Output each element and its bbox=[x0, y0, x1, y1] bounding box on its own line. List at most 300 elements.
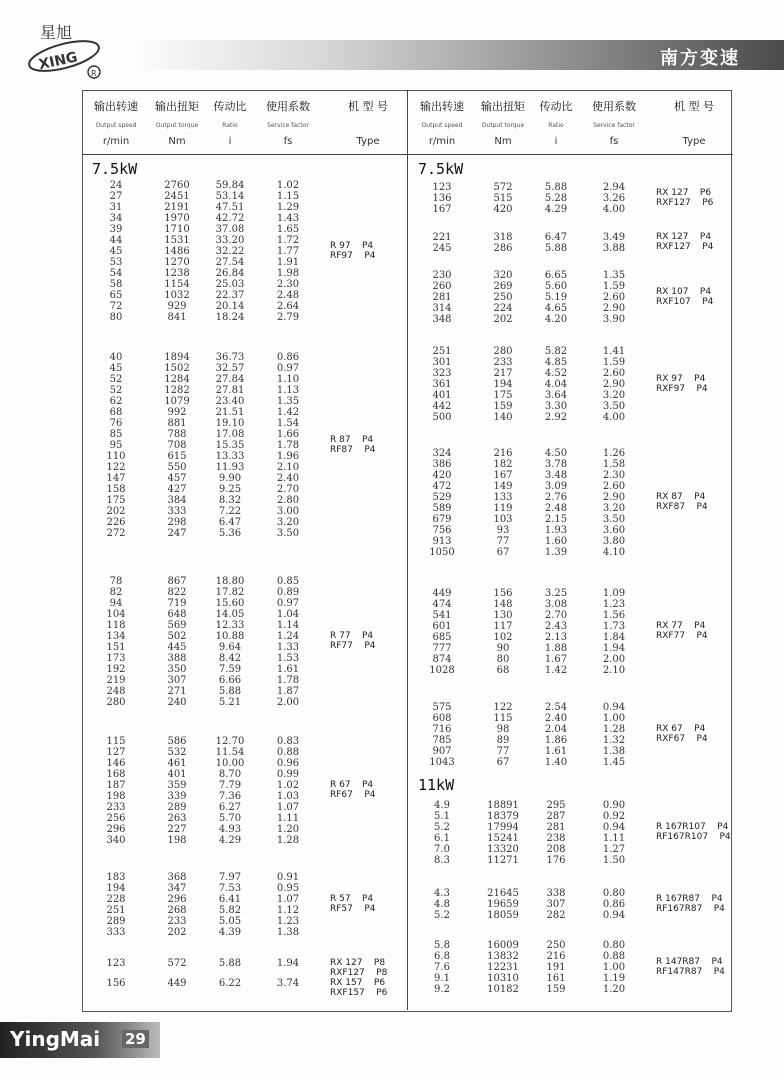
table-cell: 1.23 bbox=[276, 916, 300, 927]
table-cell: 1.03 bbox=[276, 791, 300, 802]
table-row bbox=[408, 368, 656, 379]
table-cell: 3.90 bbox=[602, 314, 626, 325]
table-cell: 5.21 bbox=[218, 697, 242, 708]
table-cell: 182 bbox=[493, 459, 513, 470]
table-row bbox=[408, 800, 656, 811]
table-row bbox=[82, 791, 330, 802]
table-row bbox=[408, 632, 656, 643]
table-cell: 3.26 bbox=[602, 193, 626, 204]
table-cell: 907 bbox=[432, 746, 452, 757]
table-row bbox=[408, 702, 656, 713]
table-row bbox=[82, 642, 330, 653]
table-cell: 6.8 bbox=[434, 951, 450, 962]
header-en: Output torque bbox=[155, 122, 199, 129]
header-en: Output speed bbox=[421, 122, 463, 129]
table-cell: 85 bbox=[109, 429, 123, 440]
table-row bbox=[408, 346, 656, 357]
table-row bbox=[408, 536, 656, 547]
table-row bbox=[408, 746, 656, 757]
table-cell: 122 bbox=[493, 702, 513, 713]
table-cell: 1.93 bbox=[544, 525, 568, 536]
table-cell: 175 bbox=[493, 390, 513, 401]
table-cell: 2.94 bbox=[602, 182, 626, 193]
table-cell: 27.84 bbox=[215, 374, 245, 385]
header-unit: Nm bbox=[168, 136, 186, 147]
table-cell: 1032 bbox=[164, 290, 190, 301]
table-cell: 10.88 bbox=[215, 631, 245, 642]
table-cell: 529 bbox=[432, 492, 452, 503]
table-cell: 6.27 bbox=[218, 802, 242, 813]
header-unit: r/min bbox=[102, 136, 130, 147]
table-cell: 3.50 bbox=[602, 514, 626, 525]
table-cell: 4.04 bbox=[544, 379, 568, 390]
table-cell: 338 bbox=[546, 888, 566, 899]
table-row bbox=[82, 653, 330, 664]
table-cell: 20.14 bbox=[215, 301, 245, 312]
table-cell: 608 bbox=[432, 713, 452, 724]
table-cell: 1.20 bbox=[602, 984, 626, 995]
table-row bbox=[82, 576, 330, 587]
table-cell: 167 bbox=[493, 470, 513, 481]
table-cell: 5.88 bbox=[544, 243, 568, 254]
table-cell: 340 bbox=[106, 835, 126, 846]
table-row bbox=[408, 412, 656, 423]
table-cell: 8.3 bbox=[434, 855, 450, 866]
table-row bbox=[82, 872, 330, 883]
table-cell: 1.43 bbox=[276, 213, 300, 224]
table-cell: 1.66 bbox=[276, 429, 300, 440]
table-cell: 0.94 bbox=[602, 822, 626, 833]
table-cell: 280 bbox=[493, 346, 513, 357]
table-cell: 281 bbox=[546, 822, 566, 833]
table-row bbox=[408, 973, 656, 984]
header-cn: 机 型 号 bbox=[348, 100, 388, 113]
table-cell: 2451 bbox=[164, 191, 190, 202]
table-row bbox=[408, 514, 656, 525]
table-cell: 9.90 bbox=[218, 473, 242, 484]
table-cell: 198 bbox=[106, 791, 126, 802]
table-row bbox=[408, 292, 656, 303]
table-cell: 110 bbox=[106, 451, 126, 462]
table-cell: 2.48 bbox=[276, 290, 300, 301]
table-cell: 1.09 bbox=[602, 588, 626, 599]
table-cell: 159 bbox=[546, 984, 566, 995]
table-cell: 37.08 bbox=[215, 224, 245, 235]
table-cell: 368 bbox=[167, 872, 187, 883]
table-cell: 68 bbox=[496, 665, 510, 676]
table-cell: 2.30 bbox=[602, 470, 626, 481]
table-row bbox=[408, 503, 656, 514]
table-cell: 1.35 bbox=[602, 270, 626, 281]
table-row bbox=[408, 492, 656, 503]
table-cell: 202 bbox=[106, 506, 126, 517]
table-cell: 168 bbox=[106, 769, 126, 780]
table-cell: 0.97 bbox=[276, 598, 300, 609]
table-cell: 10310 bbox=[487, 973, 519, 984]
table-row bbox=[408, 243, 656, 254]
table-cell: 323 bbox=[432, 368, 452, 379]
table-cell: 31 bbox=[109, 202, 123, 213]
table-cell: 449 bbox=[167, 978, 187, 989]
table-cell: 0.94 bbox=[602, 702, 626, 713]
table-cell: 0.89 bbox=[276, 587, 300, 598]
header-unit: Type bbox=[356, 136, 380, 147]
table-cell: 1.86 bbox=[544, 735, 568, 746]
model-type: R 167R107 P4 RF167R107 P4 bbox=[656, 822, 731, 842]
table-cell: 1.20 bbox=[276, 824, 300, 835]
table-cell: 134 bbox=[106, 631, 126, 642]
model-type: RX 157 P6 RXF157 P6 bbox=[330, 978, 388, 998]
header-unit: fs bbox=[609, 136, 619, 147]
table-row bbox=[82, 609, 330, 620]
table-row bbox=[82, 802, 330, 813]
table-cell: 1.60 bbox=[544, 536, 568, 547]
table-cell: 0.86 bbox=[602, 899, 626, 910]
table-cell: 67 bbox=[496, 547, 510, 558]
table-row bbox=[408, 833, 656, 844]
table-cell: 233 bbox=[167, 916, 187, 927]
table-cell: 226 bbox=[106, 517, 126, 528]
table-cell: 263 bbox=[167, 813, 187, 824]
table-cell: 6.47 bbox=[218, 517, 242, 528]
table-cell: 4.65 bbox=[544, 303, 568, 314]
table-cell: 238 bbox=[546, 833, 566, 844]
table-cell: 271 bbox=[167, 686, 187, 697]
table-cell: 16009 bbox=[487, 940, 519, 951]
model-type: RX 97 P4 RXF97 P4 bbox=[656, 373, 708, 394]
table-cell: 5.82 bbox=[544, 346, 568, 357]
svg-text:XING: XING bbox=[37, 49, 80, 74]
table-cell: 65 bbox=[109, 290, 123, 301]
table-cell: 0.94 bbox=[602, 910, 626, 921]
table-cell: 6.66 bbox=[218, 675, 242, 686]
table-cell: 12231 bbox=[487, 962, 519, 973]
table-cell: 1.02 bbox=[276, 180, 300, 191]
table-cell: 1.88 bbox=[544, 643, 568, 654]
table-cell: 233 bbox=[493, 357, 513, 368]
model-type: RX 127 P8 RXF127 P8 bbox=[330, 958, 388, 978]
table-cell: 67 bbox=[496, 757, 510, 768]
table-cell: 103 bbox=[493, 514, 513, 525]
table-cell: 1.65 bbox=[276, 224, 300, 235]
table-cell: 3.50 bbox=[276, 528, 300, 539]
table-cell: 4.85 bbox=[544, 357, 568, 368]
table-cell: 245 bbox=[432, 243, 452, 254]
table-cell: 1710 bbox=[164, 224, 190, 235]
model-type: R 77 P4 RF77 P4 bbox=[330, 631, 376, 651]
table-cell: 457 bbox=[167, 473, 187, 484]
table-cell: 572 bbox=[493, 182, 513, 193]
table-cell: 53.14 bbox=[215, 191, 245, 202]
table-cell: 1.87 bbox=[276, 686, 300, 697]
table-cell: 1.42 bbox=[276, 407, 300, 418]
table-cell: 1.96 bbox=[276, 451, 300, 462]
table-cell: 1.32 bbox=[602, 735, 626, 746]
model-type: R 57 P4 RF57 P4 bbox=[330, 894, 376, 914]
table-cell: 2.40 bbox=[544, 713, 568, 724]
table-cell: 420 bbox=[432, 470, 452, 481]
table-cell: 320 bbox=[493, 270, 513, 281]
table-cell: 575 bbox=[432, 702, 452, 713]
table-row bbox=[82, 780, 330, 791]
header-cn: 输出转速 bbox=[420, 100, 464, 113]
table-cell: 1.72 bbox=[276, 235, 300, 246]
table-cell: 1970 bbox=[164, 213, 190, 224]
table-cell: 1.42 bbox=[544, 665, 568, 676]
table-cell: 21645 bbox=[487, 888, 519, 899]
table-cell: 281 bbox=[432, 292, 452, 303]
table-cell: 77 bbox=[496, 536, 510, 547]
table-cell: 1.00 bbox=[602, 962, 626, 973]
table-row bbox=[408, 588, 656, 599]
table-row bbox=[408, 621, 656, 632]
table-cell: 2.60 bbox=[602, 481, 626, 492]
table-cell: 4.50 bbox=[544, 448, 568, 459]
table-row bbox=[408, 822, 656, 833]
table-cell: 307 bbox=[546, 899, 566, 910]
table-row bbox=[82, 883, 330, 894]
table-cell: 867 bbox=[167, 576, 187, 587]
table-cell: 788 bbox=[167, 429, 187, 440]
table-cell: 3.20 bbox=[602, 390, 626, 401]
table-cell: 11.54 bbox=[215, 747, 245, 758]
table-cell: 148 bbox=[493, 599, 513, 610]
table-cell: 500 bbox=[432, 412, 452, 423]
table-cell: 27.81 bbox=[215, 385, 245, 396]
table-cell: 202 bbox=[167, 927, 187, 938]
table-cell: 45 bbox=[109, 246, 123, 257]
table-cell: 0.80 bbox=[602, 940, 626, 951]
header-en: Output torque bbox=[481, 122, 525, 129]
table-row bbox=[408, 314, 656, 325]
table-cell: 95 bbox=[109, 440, 123, 451]
table-cell: 2.10 bbox=[602, 665, 626, 676]
table-cell: 541 bbox=[432, 610, 452, 621]
table-row bbox=[82, 440, 330, 451]
table-cell: 3.08 bbox=[544, 599, 568, 610]
table-cell: 427 bbox=[167, 484, 187, 495]
table-cell: 1486 bbox=[164, 246, 190, 257]
table-row bbox=[82, 495, 330, 506]
table-row bbox=[408, 713, 656, 724]
table-cell: 3.30 bbox=[544, 401, 568, 412]
table-cell: 52 bbox=[109, 385, 123, 396]
table-cell: 280 bbox=[106, 697, 126, 708]
table-cell: 1.78 bbox=[276, 675, 300, 686]
table-cell: 339 bbox=[167, 791, 187, 802]
table-cell: 250 bbox=[493, 292, 513, 303]
header-cn: 输出转速 bbox=[94, 100, 138, 113]
table-row bbox=[82, 747, 330, 758]
table-cell: 2.54 bbox=[544, 702, 568, 713]
table-cell: 32.22 bbox=[215, 246, 245, 257]
table-cell: 1.91 bbox=[276, 257, 300, 268]
table-cell: 7.22 bbox=[218, 506, 242, 517]
table-row bbox=[82, 202, 330, 213]
table-cell: 1.61 bbox=[276, 664, 300, 675]
table-cell: 22.37 bbox=[215, 290, 245, 301]
table-cell: 777 bbox=[432, 643, 452, 654]
table-row bbox=[82, 301, 330, 312]
table-cell: 716 bbox=[432, 724, 452, 735]
table-cell: 298 bbox=[167, 517, 187, 528]
table-cell: 115 bbox=[106, 736, 126, 747]
table-cell: 13832 bbox=[487, 951, 519, 962]
table-row bbox=[408, 448, 656, 459]
table-cell: 4.29 bbox=[218, 835, 242, 846]
table-cell: 202 bbox=[493, 314, 513, 325]
table-cell: 1.84 bbox=[602, 632, 626, 643]
table-cell: 2.90 bbox=[602, 492, 626, 503]
table-cell: 158 bbox=[106, 484, 126, 495]
table-cell: 192 bbox=[106, 664, 126, 675]
table-cell: 785 bbox=[432, 735, 452, 746]
table-cell: 461 bbox=[167, 758, 187, 769]
table-row bbox=[408, 470, 656, 481]
table-row bbox=[408, 610, 656, 621]
table-row bbox=[82, 213, 330, 224]
table-cell: 247 bbox=[167, 528, 187, 539]
table-cell: 648 bbox=[167, 609, 187, 620]
table-cell: 1.50 bbox=[602, 855, 626, 866]
table-cell: 167 bbox=[432, 204, 452, 215]
table-cell: 219 bbox=[106, 675, 126, 686]
table-cell: 191 bbox=[546, 962, 566, 973]
table-cell: 59.84 bbox=[215, 180, 245, 191]
table-cell: 216 bbox=[546, 951, 566, 962]
table-cell: 350 bbox=[167, 664, 187, 675]
table-cell: 260 bbox=[432, 281, 452, 292]
table-cell: 0.88 bbox=[602, 951, 626, 962]
table-cell: 62 bbox=[109, 396, 123, 407]
table-cell: 1050 bbox=[429, 547, 455, 558]
table-row bbox=[82, 664, 330, 675]
table-cell: 176 bbox=[546, 855, 566, 866]
table-row bbox=[82, 451, 330, 462]
table-cell: 474 bbox=[432, 599, 452, 610]
table-cell: 15.35 bbox=[215, 440, 245, 451]
table-cell: 1.78 bbox=[276, 440, 300, 451]
table-cell: 2.90 bbox=[602, 379, 626, 390]
table-cell: 187 bbox=[106, 780, 126, 791]
table-row bbox=[408, 547, 656, 558]
table-cell: 54 bbox=[109, 268, 123, 279]
model-type: R 147R87 P4 RF147R87 P4 bbox=[656, 956, 725, 977]
table-cell: 2.30 bbox=[276, 279, 300, 290]
table-cell: 2.90 bbox=[602, 303, 626, 314]
table-cell: 156 bbox=[493, 588, 513, 599]
table-cell: 19659 bbox=[487, 899, 519, 910]
table-cell: 347 bbox=[167, 883, 187, 894]
table-cell: 8.32 bbox=[218, 495, 242, 506]
table-row bbox=[408, 984, 656, 995]
table-cell: 8.42 bbox=[218, 653, 242, 664]
table-cell: 130 bbox=[493, 610, 513, 621]
table-cell: 1.61 bbox=[544, 746, 568, 757]
table-cell: 27 bbox=[109, 191, 123, 202]
table-cell: 18.24 bbox=[215, 312, 245, 323]
table-cell: 77 bbox=[496, 746, 510, 757]
model-type: RX 77 P4 RXF77 P4 bbox=[656, 621, 708, 641]
table-cell: 1.53 bbox=[276, 653, 300, 664]
table-row bbox=[408, 844, 656, 855]
table-cell: 93 bbox=[496, 525, 510, 536]
table-cell: 13.33 bbox=[215, 451, 245, 462]
table-cell: 2191 bbox=[164, 202, 190, 213]
table-cell: 9.2 bbox=[434, 984, 450, 995]
table-cell: 1.28 bbox=[602, 724, 626, 735]
header-cn: 机 型 号 bbox=[674, 100, 714, 113]
table-row bbox=[408, 724, 656, 735]
table-cell: 6.47 bbox=[544, 232, 568, 243]
table-cell: 515 bbox=[493, 193, 513, 204]
table-row bbox=[408, 481, 656, 492]
table-cell: 117 bbox=[493, 621, 513, 632]
table-cell: 0.97 bbox=[276, 363, 300, 374]
header-unit: fs bbox=[283, 136, 293, 147]
table-cell: 4.8 bbox=[434, 899, 450, 910]
table-cell: 708 bbox=[167, 440, 187, 451]
table-row bbox=[82, 290, 330, 301]
table-cell: 5.2 bbox=[434, 822, 450, 833]
table-cell: 1.19 bbox=[602, 973, 626, 984]
power-heading: 7.5kW bbox=[92, 160, 138, 178]
table-row bbox=[82, 978, 330, 989]
table-row bbox=[82, 813, 330, 824]
table-cell: 251 bbox=[432, 346, 452, 357]
table-cell: 3.64 bbox=[544, 390, 568, 401]
table-cell: 17.82 bbox=[215, 587, 245, 598]
table-cell: 5.19 bbox=[544, 292, 568, 303]
table-cell: 2.10 bbox=[276, 462, 300, 473]
table-cell: 127 bbox=[106, 747, 126, 758]
table-cell: 361 bbox=[432, 379, 452, 390]
table-cell: 359 bbox=[167, 780, 187, 791]
table-cell: 307 bbox=[167, 675, 187, 686]
table-row bbox=[82, 916, 330, 927]
table-cell: 1.07 bbox=[276, 802, 300, 813]
table-cell: 5.88 bbox=[218, 686, 242, 697]
table-cell: 227 bbox=[167, 824, 187, 835]
model-type: R 97 P4 RF97 P4 bbox=[330, 240, 376, 261]
table-cell: 32.57 bbox=[215, 363, 245, 374]
table-cell: 1284 bbox=[164, 374, 190, 385]
table-cell: 3.20 bbox=[602, 503, 626, 514]
table-cell: 5.36 bbox=[218, 528, 242, 539]
table-cell: 3.60 bbox=[602, 525, 626, 536]
table-cell: 19.10 bbox=[215, 418, 245, 429]
table-cell: 289 bbox=[167, 802, 187, 813]
table-cell: 2760 bbox=[164, 180, 190, 191]
table-cell: 5.28 bbox=[544, 193, 568, 204]
table-cell: 3.50 bbox=[602, 401, 626, 412]
table-cell: 208 bbox=[546, 844, 566, 855]
table-row bbox=[82, 835, 330, 846]
table-cell: 881 bbox=[167, 418, 187, 429]
table-cell: 6.1 bbox=[434, 833, 450, 844]
table-cell: 18059 bbox=[487, 910, 519, 921]
table-cell: 58 bbox=[109, 279, 123, 290]
table-cell: 0.83 bbox=[276, 736, 300, 747]
table-cell: 18.80 bbox=[215, 576, 245, 587]
table-row bbox=[82, 246, 330, 257]
table-row bbox=[408, 204, 656, 215]
table-cell: 1.04 bbox=[276, 609, 300, 620]
model-type: RX 127 P6 RXF127 P6 bbox=[656, 187, 714, 208]
table-cell: 173 bbox=[106, 653, 126, 664]
table-cell: 1282 bbox=[164, 385, 190, 396]
table-cell: 401 bbox=[167, 769, 187, 780]
